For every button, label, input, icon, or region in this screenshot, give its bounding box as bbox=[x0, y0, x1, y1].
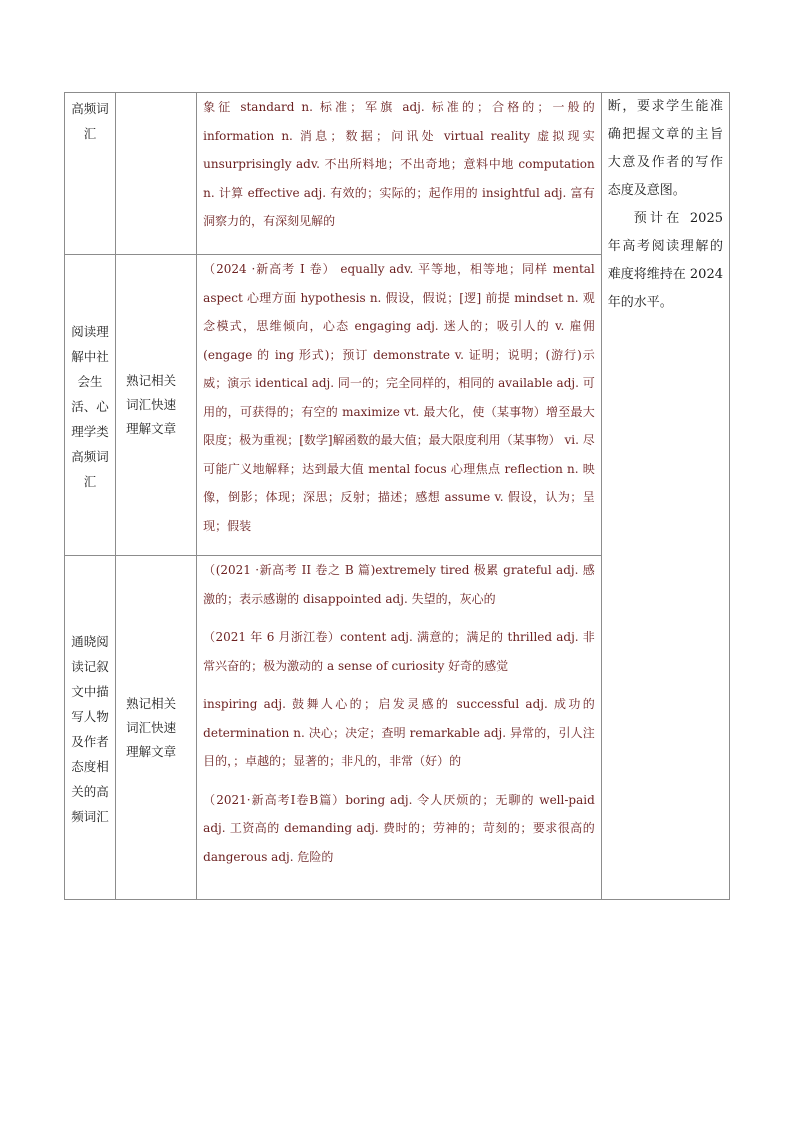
method-cell bbox=[116, 93, 197, 255]
vocab-cell bbox=[197, 255, 602, 556]
vocab-paragraph: 象征 standard n. 标准；军旗 adj. 标准的；合格的；一般的 information n. 消息；数据；问讯处 virtual reality 虚拟现实 unsurprisingly adv. 不出所料地；不出奇地；意料中地 computation n. 计算 effective adj. 有效的；实际的；起作用的 insightful adj. 富有洞察力的，有深刻见解的 bbox=[203, 100, 595, 228]
vocab-paragraph: （2021 年 6 月浙江卷）content adj. 满意的；满足的 thrilled adj. 非常兴奋的；极为激动的 a sense of curiosity 好奇的感觉 bbox=[203, 630, 595, 673]
vocab-cell bbox=[197, 556, 602, 900]
note-cell bbox=[601, 93, 729, 900]
vocab-paragraph: （(2021 ·新高考 II 卷之 B 篇)extremely tired 极累 grateful adj. 感激的；表示感谢的 disappointed adj. 失望的，灰心的 bbox=[203, 563, 595, 606]
category-cell: 通晓阅读记叙文中描写人物及作者态度相关的高频词汇 bbox=[65, 556, 116, 900]
category-cell: 阅读理解中社会生活、心理学类高频词汇 bbox=[65, 255, 116, 556]
vocab-paragraph: inspiring adj. 鼓舞人心的；启发灵感的 successful adj. 成功的 determination n. 决心；决定；查明 remarkable adj. 异常的，引人注目的，；卓越的；显著的；非凡的，非常（好）的 bbox=[203, 697, 595, 768]
vocabulary-table bbox=[64, 92, 730, 900]
table-row bbox=[65, 93, 730, 255]
vocab-cell bbox=[197, 93, 602, 255]
category-cell: 高频词汇 bbox=[65, 93, 116, 255]
method-cell: 熟记相关词汇快速理解文章 bbox=[116, 556, 197, 900]
note-paragraph: 断，要求学生能准确把握文章的主旨大意及作者的写作态度及意图。 bbox=[607, 99, 723, 198]
note-paragraph: 预计在 2025 年高考阅读理解的难度将维持在 2024 年的水平。 bbox=[607, 211, 723, 310]
vocab-paragraph: （2021·新高考I卷B篇）boring adj. 令人厌烦的；无聊的 well-paid adj. 工资高的 demanding adj. 费时的；劳神的；苛刻的；要求很高的 dangerous adj. 危险的 bbox=[203, 792, 595, 864]
vocab-paragraph: （2024 ·新高考 I 卷） equally adv. 平等地，相等地；同样 mental aspect 心理方面 hypothesis n. 假设，假说；[逻] 前提 mindset n. 观念模式，思维倾向，心态 engaging adj. 迷人的；吸引人的 v. 雇佣(engage 的 ing 形式)；预订 demonstrate v. 证明；说明；(游行)示威；演示 identical adj. 同一的；完全同样的，相同的 available adj. 可用的，可获得的；有空的 maximize vt. 最大化，使（某事物）增至最大限度；极为重视；[数学]解函数的最大值；最大限度利用（某事物） vi. 尽可能广义地解释；达到最大值 mental focus 心理焦点 reflection n. 映像，倒影；体现；深思；反射；描述；感想 assume v. 假设，认为；呈现；假装 bbox=[203, 262, 595, 533]
method-cell: 熟记相关词汇快速理解文章 bbox=[116, 255, 197, 556]
